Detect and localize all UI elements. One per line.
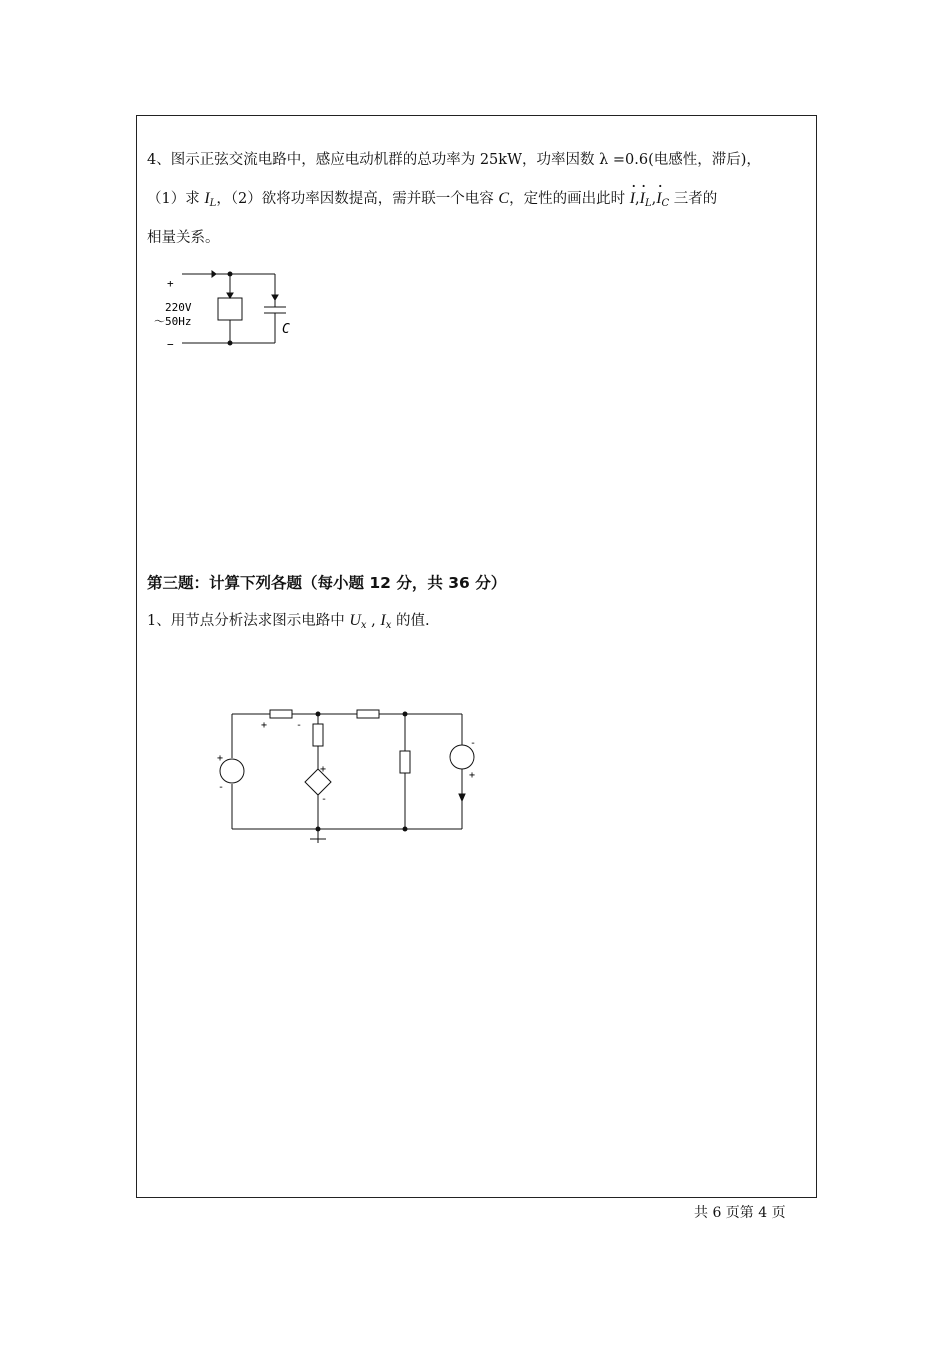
r1-minus: - <box>296 720 303 731</box>
vs1-plus: + <box>217 753 224 764</box>
q4-minus: − <box>167 338 174 351</box>
s3-q1-line <box>147 611 430 636</box>
s3-comma: , <box>366 613 381 629</box>
vs1-minus: - <box>218 782 225 793</box>
dep-minus: - <box>321 794 328 805</box>
q4-line2-part-c: ，定性的画出此时 <box>509 191 630 207</box>
s3-ux-symbol: U <box>349 612 361 629</box>
section3-heading: 第三题：计算下列各题（每小题 12 分，共 36 分） <box>147 574 507 592</box>
q4-line2-part-b: ，（2）欲将功率因数提高，需并联一个电容 <box>216 191 499 207</box>
dep-plus: + <box>320 764 327 775</box>
q4-line3: 相量关系。 <box>147 230 220 246</box>
q4-line2-part-d: 三者的 <box>669 191 718 207</box>
q4-current-subscript: L <box>209 198 217 209</box>
q4-voltage: 220V <box>165 301 192 314</box>
q4-current-symbol: I <box>204 190 210 207</box>
vs2-plus: + <box>469 770 476 781</box>
r1-plus: + <box>261 720 268 731</box>
node-analysis-circuit <box>205 700 495 850</box>
phasor-ic: · I <box>656 189 661 209</box>
q4-frequency: ～50Hz <box>154 315 192 328</box>
s3-q1-part-b: 的值. <box>391 613 430 629</box>
q4-line2: （1）求 $I_L$，（2）欲将功率因数提高，需并联一个电容 C，定性的画出此时 · $I,\cdot I_L,\cdot I_C$ 三者的 <box>147 189 717 214</box>
q4-line1: 4、图示正弦交流电路中，感应电动机群的总功率为 25kW，功率因数 λ =0.6(电感性，滞后)， <box>147 152 761 168</box>
s3-ux-subscript: x <box>360 620 367 631</box>
phasor-i: · I <box>630 189 635 209</box>
page-footer: 共 6 页第 4 页 <box>694 1205 786 1221</box>
s3-ix-symbol: I <box>380 612 386 629</box>
q4-cap-label: C <box>282 322 290 337</box>
phasor-il: · I <box>640 189 645 209</box>
s3-q1-part-a: 1、用节点分析法求图示电路中 <box>147 613 350 629</box>
q4-line2-part-a: （1）求 <box>147 191 205 207</box>
q4-plus: + <box>167 277 174 290</box>
vs2-minus: - <box>470 738 477 749</box>
s3-ix-subscript: x <box>385 620 392 631</box>
q4-capacitor-symbol: C <box>498 190 510 207</box>
q4-circuit-diagram <box>150 265 310 355</box>
